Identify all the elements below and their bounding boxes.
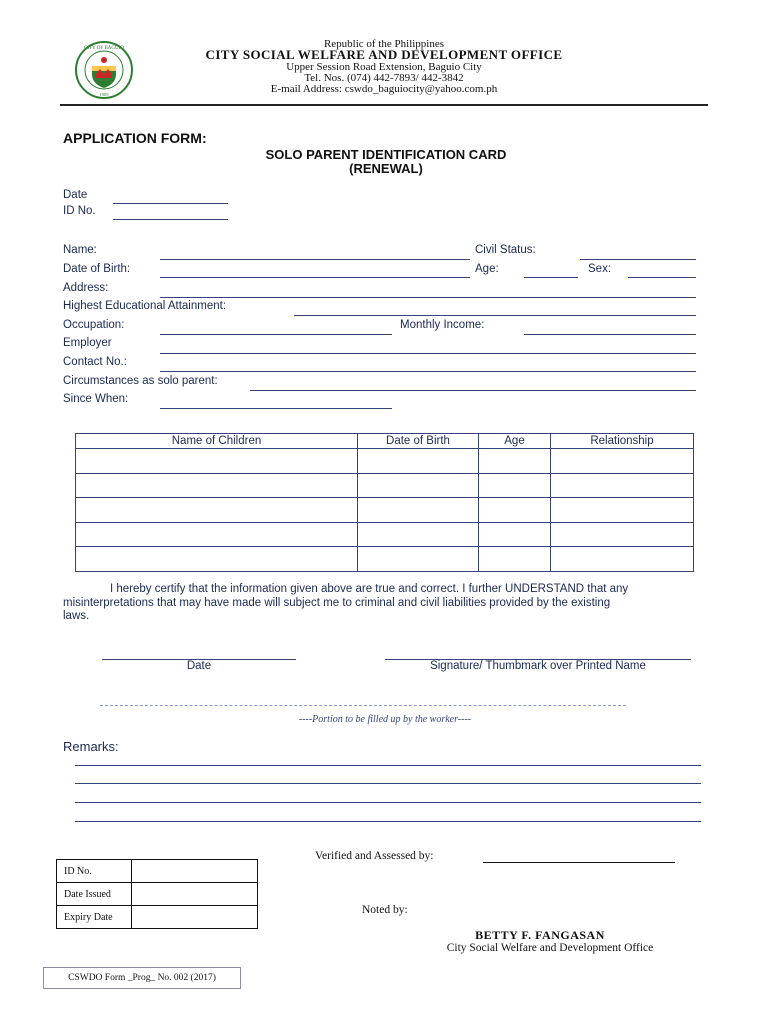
remarks-line-3[interactable] (75, 802, 701, 803)
form-code: CSWDO Form _Prog_ No. 002 (2017) (43, 967, 241, 989)
header-republic: Republic of the Philippines (323, 38, 445, 50)
children-table-header-row (76, 434, 694, 449)
column-header-dob: Date of Birth (358, 434, 479, 449)
official-office: City Social Welfare and Development Office (446, 942, 654, 954)
civil-status-label: Civil Status: (475, 244, 536, 256)
contact-field[interactable] (160, 371, 696, 372)
civil-status-field[interactable] (580, 259, 696, 260)
monthly-income-field[interactable] (524, 334, 696, 335)
seal-year: 1909 (99, 92, 109, 97)
cell-dob[interactable] (358, 547, 479, 572)
id-box-value[interactable] (132, 906, 258, 929)
header-office-name: CITY SOCIAL WELFARE AND DEVELOPMENT OFFICE (205, 47, 563, 62)
certification-line-1: I hereby certify that the information given above are true and correct. I further UNDERSTAND that any (110, 583, 629, 595)
column-header-name: Name of Children (76, 434, 358, 449)
circumstances-field[interactable] (250, 390, 696, 391)
name-label: Name: (63, 244, 97, 256)
cell-name[interactable] (76, 449, 358, 474)
contact-label: Contact No.: (63, 356, 127, 368)
id-no-field[interactable] (113, 219, 228, 220)
application-form-label: APPLICATION FORM: (63, 130, 207, 146)
name-field[interactable] (160, 259, 470, 260)
employer-field[interactable] (160, 353, 696, 354)
monthly-income-label: Monthly Income: (400, 319, 485, 331)
table-row (76, 473, 694, 498)
cell-name[interactable] (76, 522, 358, 547)
header-tel: Tel. Nos. (074) 442-7893/ 442-3842 (304, 72, 464, 84)
noted-by-label: Noted by: (362, 904, 408, 916)
cell-age[interactable] (479, 547, 551, 572)
occupation-field[interactable] (160, 334, 392, 335)
cell-dob[interactable] (358, 449, 479, 474)
seal-text: CITY OF BAGUIO (84, 46, 124, 51)
cell-relationship[interactable] (551, 522, 694, 547)
since-when-field[interactable] (160, 408, 392, 409)
table-row (76, 449, 694, 474)
circumstances-label: Circumstances as solo parent: (63, 375, 218, 387)
cell-age[interactable] (479, 498, 551, 523)
children-table (75, 433, 694, 572)
address-field[interactable] (160, 297, 696, 298)
header-rule (60, 104, 708, 106)
verified-by-label: Verified and Assessed by: (315, 850, 434, 862)
header-address: Upper Session Road Extension, Baguio City (286, 61, 482, 73)
age-field[interactable] (524, 277, 578, 278)
cell-name[interactable] (76, 547, 358, 572)
applicant-date-label: Date (186, 660, 212, 672)
header-email: E-mail Address: cswdo_baguiocity@yahoo.com.ph (270, 83, 498, 95)
worker-portion-label: ----Portion to be filled up by the worker---- (298, 714, 472, 725)
date-field[interactable] (113, 203, 228, 204)
education-field[interactable] (294, 315, 696, 316)
id-box-value[interactable] (132, 860, 258, 883)
age-label: Age: (475, 263, 499, 275)
date-label: Date (63, 189, 88, 201)
form-title: SOLO PARENT IDENTIFICATION CARD (265, 147, 507, 162)
cell-dob[interactable] (358, 498, 479, 523)
id-box-label: Date Issued (57, 883, 132, 906)
column-header-relationship: Relationship (551, 434, 694, 449)
cell-relationship[interactable] (551, 498, 694, 523)
cell-age[interactable] (479, 522, 551, 547)
table-row (76, 522, 694, 547)
table-row (76, 547, 694, 572)
cell-relationship[interactable] (551, 449, 694, 474)
sex-field[interactable] (628, 277, 696, 278)
verified-by-line[interactable] (483, 862, 675, 863)
dob-label: Date of Birth: (63, 263, 131, 275)
cell-name[interactable] (76, 473, 358, 498)
worker-section-divider (100, 705, 626, 706)
column-header-age: Age (479, 434, 551, 449)
sex-label: Sex: (588, 263, 612, 275)
cell-age[interactable] (479, 449, 551, 474)
remarks-line-4[interactable] (75, 821, 701, 822)
certification-line-2: misinterpretations that may have made will subject me to criminal and civil liabilities provided by the existing (63, 597, 611, 609)
signature-label: Signature/ Thumbmark over Printed Name (430, 660, 646, 672)
id-box-table (56, 859, 258, 929)
form-subtitle: (RENEWAL) (349, 161, 423, 176)
id-box-value[interactable] (132, 883, 258, 906)
cell-relationship[interactable] (551, 473, 694, 498)
cell-name[interactable] (76, 498, 358, 523)
id-no-label: ID No. (63, 205, 96, 217)
table-row (76, 498, 694, 523)
cell-dob[interactable] (358, 473, 479, 498)
id-box-row (57, 883, 258, 906)
remarks-line-2[interactable] (75, 783, 701, 784)
id-box-label: ID No. (57, 860, 132, 883)
remarks-label: Remarks: (63, 739, 119, 754)
id-box-row (57, 906, 258, 929)
official-name: BETTY F. FANGASAN (475, 928, 605, 942)
certification-line-3: laws. (63, 610, 90, 622)
since-when-label: Since When: (63, 393, 129, 405)
dob-field[interactable] (160, 277, 470, 278)
cell-relationship[interactable] (551, 547, 694, 572)
id-box-label: Expiry Date (57, 906, 132, 929)
cell-age[interactable] (479, 473, 551, 498)
id-box-row (57, 860, 258, 883)
cell-dob[interactable] (358, 522, 479, 547)
remarks-line-1[interactable] (75, 765, 701, 766)
employer-label: Employer (63, 337, 112, 349)
education-label: Highest Educational Attainment: (63, 300, 227, 312)
address-label: Address: (63, 282, 109, 294)
occupation-label: Occupation: (63, 319, 125, 331)
